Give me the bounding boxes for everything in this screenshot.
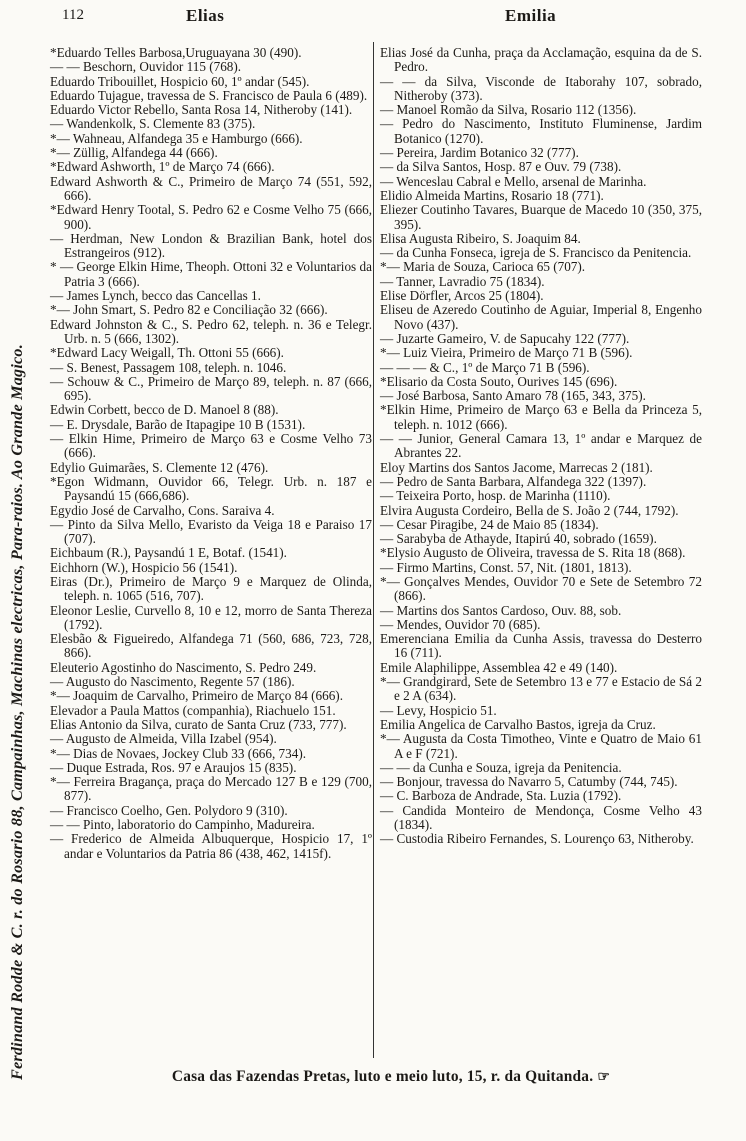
directory-entry: Eichhorn (W.), Hospicio 56 (1541).	[50, 559, 238, 575]
directory-entry: *Edward Lacy Weigall, Th. Ottoni 55 (666).	[50, 345, 284, 361]
directory-entry: Eleonor Leslie, Curvello 8, 10 e 12, morro de Santa Thereza (1792).	[50, 602, 372, 632]
directory-entry: *— Grandgirard, Sete de Setembro 13 e 77 e Estacio de Sá 2 e 2 A (634).	[380, 674, 702, 704]
directory-entry: *— Dias de Novaes, Jockey Club 33 (666, 734).	[50, 745, 307, 761]
directory-entry: — E. Drysdale, Barão de Itapagipe 10 B (1531).	[50, 416, 306, 432]
directory-entry: Elias Antonio da Silva, curato de Santa Cruz (733, 777).	[50, 716, 347, 732]
directory-entry: — Candida Monteiro de Mendonça, Cosme Velho 43 (1834).	[380, 802, 702, 833]
directory-entry: Edylio Guimarães, S. Clemente 12 (476).	[50, 459, 269, 475]
directory-entry: Elesbão & Figueiredo, Alfandega 71 (560, 686, 723, 728, 866).	[50, 631, 372, 661]
directory-entry: — Cesar Piragibe, 24 de Maio 85 (1834).	[380, 516, 599, 532]
directory-entry: *— Züllig, Alfandega 44 (666).	[50, 145, 218, 161]
directory-entry: Eduardo Tribouillet, Hospicio 60, 1º andar (545).	[50, 73, 310, 89]
footer-text: Casa das Fazendas Pretas, luto e meio luto, 15, r. da Quitanda.	[171, 1068, 594, 1085]
directory-entry: Eduardo Victor Rebello, Santa Rosa 14, Nitheroby (141).	[50, 102, 353, 118]
column-divider	[373, 42, 374, 1058]
directory-entry: Eliezer Coutinho Tavares, Buarque de Macedo 10 (350, 375, 395).	[380, 202, 702, 232]
directory-entry: — Bonjour, travessa do Navarro 5, Catumby (744, 745).	[380, 774, 678, 790]
directory-entry: *Egon Widmann, Ouvidor 66, Telegr. Urb. n. 187 e Paysandú 15 (666,686).	[50, 473, 372, 504]
footer-advertisement	[46, 1068, 736, 1086]
directory-entry: — Wandenkolk, S. Clemente 83 (375).	[50, 116, 256, 132]
directory-entry: — — Beschorn, Ouvidor 115 (768).	[50, 59, 242, 75]
directory-entry: *Elysio Augusto de Oliveira, travessa de S. Rita 18 (868).	[380, 545, 686, 561]
directory-entry: Edward Ashworth & C., Primeiro de Março 74 (551, 592, 666).	[50, 173, 372, 203]
directory-entry: *— Ferreira Bragança, praça do Mercado 127 B e 129 (700, 877).	[50, 774, 372, 804]
directory-entry: — Martins dos Santos Cardoso, Ouv. 88, sob.	[380, 602, 622, 618]
directory-entry: *Edward Ashworth, 1º de Março 74 (666).	[50, 159, 275, 175]
directory-entry: — da Silva Santos, Hosp. 87 e Ouv. 79 (738).	[380, 159, 622, 175]
directory-entry: *— Luiz Vieira, Primeiro de Março 71 B (596).	[380, 345, 633, 361]
directory-entry: Eliseu de Azeredo Coutinho de Aguiar, Imperial 8, Engenho Novo (437).	[380, 302, 702, 332]
directory-entry: *Elkin Hime, Primeiro de Março 63 e Bella da Princeza 5, teleph. n. 1012 (666).	[380, 402, 702, 432]
directory-entry: — Augusto de Almeida, Villa Izabel (954).	[50, 731, 277, 747]
directory-entry: Elise Dörfler, Arcos 25 (1804).	[380, 288, 544, 304]
directory-entry: — Pedro do Nascimento, Instituto Fluminense, Jardim Botanico (1270).	[380, 116, 702, 146]
page-number: 112	[62, 7, 84, 23]
right-column	[380, 46, 702, 847]
directory-entry: — Augusto do Nascimento, Regente 57 (186).	[50, 674, 295, 690]
directory-entry: — Teixeira Porto, hosp. de Marinha (1110).	[380, 488, 611, 504]
directory-entry: — Duque Estrada, Ros. 97 e Araujos 15 (835).	[50, 759, 297, 775]
directory-entry: Elevador a Paula Mattos (companhia), Riachuelo 151.	[50, 702, 336, 718]
directory-entry: — Pereira, Jardim Botanico 32 (777).	[380, 145, 579, 161]
directory-entry: Elisa Augusta Ribeiro, S. Joaquim 84.	[380, 230, 581, 246]
directory-entry: — Francisco Coelho, Gen. Polydoro 9 (310).	[50, 802, 288, 818]
directory-entry: — José Barbosa, Santo Amaro 78 (165, 343, 375).	[380, 388, 646, 404]
directory-entry: — da Cunha Fonseca, igreja de S. Francisco da Penitencia.	[380, 245, 692, 261]
directory-entry: — — Pinto, laboratorio do Campinho, Madureira.	[50, 817, 315, 833]
directory-entry: — Wenceslau Cabral e Mello, arsenal de Marinha.	[380, 173, 647, 189]
directory-entry: Edwin Corbett, becco de D. Manoel 8 (88).	[50, 402, 279, 418]
directory-entry: *— Wahneau, Alfandega 35 e Hamburgo (666).	[50, 130, 303, 146]
directory-entry: Elias José da Cunha, praça da Acclamação, esquina da de S. Pedro.	[380, 45, 702, 75]
directory-entry: Egydio José de Carvalho, Cons. Saraiva 4.	[50, 502, 275, 518]
directory-entry: — S. Benest, Passagem 108, teleph. n. 1046.	[50, 359, 287, 375]
directory-entry: — Mendes, Ouvidor 70 (685).	[380, 616, 541, 632]
directory-entry: — Tanner, Lavradio 75 (1834).	[380, 273, 545, 289]
directory-entry: *— Gonçalves Mendes, Ouvidor 70 e Sete de Setembro 72 (866).	[380, 573, 702, 604]
directory-entry: — James Lynch, becco das Cancellas 1.	[50, 288, 261, 304]
directory-entry: Emilia Angelica de Carvalho Bastos, igreja da Cruz.	[380, 716, 656, 732]
directory-entry: — Custodia Ribeiro Fernandes, S. Lourenço 63, Nitheroby.	[380, 831, 694, 847]
directory-entry: Eloy Martins dos Santos Jacome, Marrecas 2 (181).	[380, 459, 653, 475]
directory-entry: Edward Johnston & C., S. Pedro 62, teleph. n. 36 e Telegr. Urb. n. 5 (666, 1302).	[50, 316, 372, 346]
directory-entry: *— Joaquim de Carvalho, Primeiro de Março 84 (666).	[50, 688, 343, 704]
directory-entry: — Frederico de Almeida Albuquerque, Hospicio 17, 1º andar e Voluntarios da Patria 86 (438, 462, 1415f).	[50, 831, 372, 861]
directory-entry: *— Maria de Souza, Carioca 65 (707).	[380, 259, 586, 275]
pointing-hand-icon: ☞	[597, 1070, 611, 1085]
directory-entry: *— John Smart, S. Pedro 82 e Conciliação 32 (666).	[50, 302, 328, 318]
directory-entry: — Herdman, New London & Brazilian Bank, hotel dos Estrangeiros (912).	[50, 230, 372, 261]
directory-entry: — Pinto da Silva Mello, Evaristo da Veiga 18 e Paraiso 17 (707).	[50, 516, 372, 547]
directory-entry: — Schouw & C., Primeiro de Março 89, teleph. n. 87 (666, 695).	[50, 373, 372, 404]
directory-entry: * — George Elkin Hime, Theoph. Ottoni 32 e Voluntarios da Patria 3 (666).	[50, 259, 372, 289]
directory-entry: — Juzarte Gameiro, V. de Sapucahy 122 (777).	[380, 330, 630, 346]
directory-entry: — Manoel Romão da Silva, Rosario 112 (1356).	[380, 102, 637, 118]
directory-entry: Elvira Augusta Cordeiro, Bella de S. João 2 (744, 1792).	[380, 502, 679, 518]
directory-entry: — Levy, Hospicio 51.	[380, 702, 497, 718]
directory-entry: — — da Silva, Visconde de Itaborahy 107, sobrado, Nitheroby (373).	[380, 73, 702, 103]
directory-entry: — — Junior, General Camara 13, 1º andar e Marquez de Abrantes 22.	[380, 431, 702, 461]
directory-entry: *— Augusta da Costa Timotheo, Vinte e Quatro de Maio 61 A e F (721).	[380, 731, 702, 761]
directory-entry: — — da Cunha e Souza, igreja da Penitencia.	[380, 759, 622, 775]
directory-entry: Eleuterio Agostinho do Nascimento, S. Pedro 249.	[50, 659, 317, 675]
directory-entry: *Edward Henry Tootal, S. Pedro 62 e Cosme Velho 75 (666, 900).	[50, 202, 372, 232]
directory-entry: Emile Alaphilippe, Assemblea 42 e 49 (140).	[380, 659, 618, 675]
right-heading: Emilia	[505, 6, 557, 25]
directory-entry: — Pedro de Santa Barbara, Alfandega 322 (1397).	[380, 473, 647, 489]
directory-entry: — — — & C., 1º de Março 71 B (596).	[380, 359, 590, 375]
directory-entry: — Sarabyba de Athayde, Itapirú 40, sobrado (1659).	[380, 531, 657, 547]
side-advertisement: Ferdinand Rodde & C. r. do Rosario 88, Campainhas, Machinas electricas, Para-raios. Ao Grande Magico.	[8, 344, 26, 1080]
directory-entry: Eichbaum (R.), Paysandú 1 E, Botaf. (1541).	[50, 545, 287, 561]
left-column	[50, 46, 372, 861]
directory-entry: Elidio Almeida Martins, Rosario 18 (771).	[380, 187, 604, 203]
directory-entry: — Firmo Martins, Const. 57, Nit. (1801, 1813).	[380, 559, 632, 575]
directory-entry: *Eduardo Telles Barbosa,Uruguayana 30 (490).	[50, 45, 302, 60]
directory-entry: Eduardo Tujague, travessa de S. Francisco de Paula 6 (489).	[50, 87, 368, 103]
directory-entry: — C. Barboza de Andrade, Sta. Luzia (1792).	[380, 788, 622, 804]
left-heading: Elias	[186, 6, 225, 25]
directory-entry: — Elkin Hime, Primeiro de Março 63 e Cosme Velho 73 (666).	[50, 431, 372, 461]
directory-entry: Emerenciana Emilia da Cunha Assis, travessa do Desterro 16 (711).	[380, 631, 702, 661]
directory-entry: *Elisario da Costa Souto, Ourives 145 (696).	[380, 373, 618, 389]
directory-entry: Eiras (Dr.), Primeiro de Março 9 e Marquez de Olinda, teleph. n. 1065 (516, 707).	[50, 573, 372, 604]
